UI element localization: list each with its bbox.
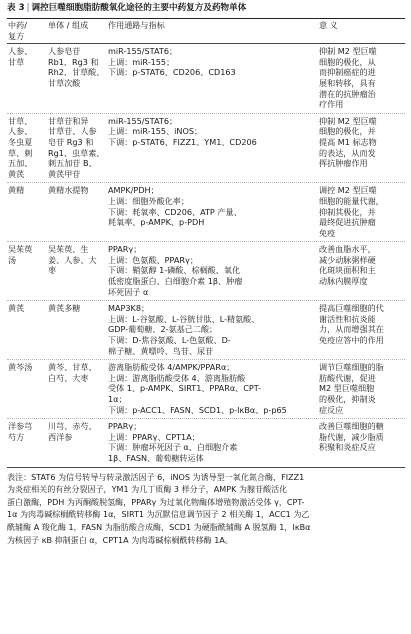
cell-text: 细胞的能量代谢， [319, 195, 384, 206]
cell-text: PPARγ； [108, 421, 142, 432]
note-line: 酰辅酶 A 羧化酶 1，FASN 为脂肪酸合成酶，SCD1 为硬脂酰辅酶 A 脱氢酶 1，IκBα [7, 522, 311, 532]
header-significance [316, 20, 407, 41]
table-cell [316, 116, 407, 180]
table-cell [316, 362, 407, 415]
cell-text: 棉子糖、黄嘌呤、鸟苷、尿苷 [108, 345, 214, 356]
header-line: 中药/ [8, 20, 27, 30]
cell-text: 抑制其极化，并 [319, 206, 376, 217]
cell-text: 人参、 [8, 126, 33, 137]
table-cell [106, 185, 316, 238]
cell-text: 下调：p-ACC1、FASN、SCD1、p-IκBα、p-p65 [108, 404, 287, 415]
cell-text: 人参皂苷 [48, 46, 81, 57]
cell-text: 上调：游离脂肪酸受体 4、游离脂肪酸 [108, 372, 246, 383]
cell-text: GDP-葡萄糖、2-氨基己二酸； [108, 324, 218, 335]
cell-text: 调节巨噬细胞的脂 [319, 362, 384, 373]
table-cell [7, 244, 48, 297]
cell-text: 甘草 [8, 56, 25, 67]
cell-text: 化斑块面积和主 [319, 265, 376, 276]
table-cell [7, 421, 48, 463]
cell-text: 提高巨噬细胞的代 [319, 303, 384, 314]
cell-text: 冬虫夏 [8, 136, 33, 147]
table-cell [48, 116, 106, 180]
cell-text: 低密度脂蛋白、白细胞介素 1β、肿瘤 [108, 276, 243, 287]
table-cell [316, 46, 407, 110]
cell-text: 改善血脂水平， [319, 244, 376, 255]
table-number: 表 3 [7, 3, 25, 13]
cell-text: 上调：细胞外酸化率； [108, 195, 189, 206]
cell-text: 症反应 [319, 404, 344, 415]
cell-text: 改善巨噬细胞的糖 [319, 421, 384, 432]
title-separator: | [26, 3, 30, 13]
cell-text: 下调：D-焦谷氨酸、L-色氨酸、D- [108, 335, 231, 346]
table-caption: 调控巨噬细胞脂肪酸氧化途径的主要中药复方及药物单体 [31, 3, 247, 13]
cell-text: 黄芪多糖 [48, 303, 81, 314]
cell-text: 黄精水提物 [48, 185, 89, 196]
cell-text: miR-155/STAT6； [108, 115, 178, 126]
table-row [7, 419, 405, 466]
cell-text: 白芍、大枣 [48, 372, 89, 383]
cell-text: 的极化，抑制炎 [319, 394, 376, 404]
cell-text: 上调：L-谷氨酸、L-谷胱甘肽、L-精氨酸、 [108, 313, 260, 324]
table-title [7, 2, 405, 15]
cell-text: 姜、人参、大 [48, 254, 97, 265]
cell-text: 川芎、赤芍、 [48, 421, 97, 432]
cell-text: 上调：miR-155； [108, 56, 175, 67]
cell-text: 下调：耗氧率、CD206、ATP 产量、 [108, 206, 242, 217]
cell-text: 五加、 [8, 158, 33, 169]
cell-text: 而抑制癌症的进 [319, 67, 376, 78]
cell-text: 游离脂肪酸受体 4/AMPK/PPARα； [108, 362, 235, 373]
note-line: 表注：STAT6 为信号转导与转录激活因子 6，iNOS 为诱导型一氧化氮合酶，FIZZ1 [7, 472, 305, 482]
table-cell [316, 244, 407, 297]
table-cell [48, 362, 106, 415]
cell-text: 黄精 [8, 185, 25, 196]
cell-text: 脂代谢，减少脂质 [319, 431, 384, 442]
cell-text: 下调：鞘氨醇 1-磷酸、棕榈酸、氧化 [108, 265, 241, 276]
table-bottom-rule [7, 467, 405, 468]
table-row [7, 44, 405, 114]
table-cell [48, 185, 106, 238]
cell-text: 皂苷 Rg3 和 [48, 136, 94, 147]
table-note [7, 472, 405, 548]
table-row [7, 301, 405, 360]
cell-text: 细胞的极化，从 [319, 56, 376, 67]
document-page [7, 2, 405, 547]
cell-text: 黄芪 [8, 303, 25, 314]
header-line: 单体 / 组成 [48, 20, 89, 30]
cell-text: miR-155/STAT6； [108, 46, 178, 57]
header-monomer [48, 20, 106, 41]
cell-text: 动脉内膜厚度 [319, 276, 368, 287]
note-line: 为核因子 κB 抑制蛋白 α，CPT1A 为肉毒碱棕榈酰转移酶 1A。 [7, 535, 233, 545]
cell-text: Rh2、甘草酸、 [48, 67, 105, 78]
cell-text: 疗作用 [319, 99, 344, 110]
note-line: 为炎症相关的有丝分裂因子，YM1 为几丁质酶 3 样分子，AMPK 为腺苷酸活化 [7, 485, 288, 495]
table-cell [48, 303, 106, 356]
table-cell [7, 185, 48, 238]
cell-text: 甘草次酸 [48, 77, 81, 88]
cell-text: 积聚和炎症反应 [319, 442, 376, 453]
header-line: 复方 [8, 30, 25, 41]
cell-text: 上调：PPARγ、CPT1A； [108, 431, 200, 442]
table-row [7, 183, 405, 242]
cell-text: 耗氧率、p-AMPK、p-PDH [108, 217, 205, 228]
cell-text: 抑制 M2 型巨噬 [319, 46, 377, 57]
cell-text: 谢活性和抗炎能 [319, 313, 376, 324]
cell-text: 下调：p-STAT6、FIZZ1、YM1、CD206 [108, 136, 257, 147]
cell-text: 下调：肿瘤坏死因子 α、白细胞介素 [108, 442, 238, 453]
cell-text: 1β、FASN、葡萄糖转运体 [108, 452, 204, 463]
header-pathway [106, 20, 316, 41]
cell-text: 展和转移，具有 [319, 77, 376, 88]
table-cell [316, 421, 407, 463]
cell-text: 吴茱萸、生 [48, 244, 89, 255]
cell-text: 吴茱萸 [8, 244, 33, 255]
table-cell [48, 421, 106, 463]
cell-text: 黄芪 [8, 168, 25, 179]
cell-text: Rb1、Rg3 和 [48, 56, 99, 67]
table-cell [48, 244, 106, 297]
cell-text: 草、刺 [8, 147, 33, 158]
note-line: 蛋白激酶，PDH 为丙酮酸脱氢酶，PPARγ 为过氧化物酶体增殖物激活受体 γ，CPT- [7, 497, 305, 507]
cell-text: 力，从而增强其在 [319, 324, 384, 335]
table-cell [106, 46, 316, 110]
header-herb-formula [7, 20, 48, 41]
table-cell [106, 303, 316, 356]
cell-text: 潜在的抗肿瘤治 [319, 88, 376, 99]
table-row [7, 114, 405, 184]
cell-text: 刺五加苷 B、 [48, 158, 97, 169]
cell-text: 黄芪甲苷 [48, 168, 81, 179]
table-cell [316, 185, 407, 238]
cell-text: 挥抗肿瘤作用 [319, 158, 368, 169]
cell-text: 减少动脉粥样硬 [319, 254, 376, 265]
cell-text: 黄芩、甘草、 [48, 362, 97, 373]
cell-text: 黄芩汤 [8, 362, 33, 373]
note-line: 1α 为肉毒碱棕榈酰转移酶 1α，SIRT1 为沉默信息调节因子 2 相关酶 1，ACC1 为乙 [7, 510, 310, 520]
cell-text: 细胞的极化，并 [319, 126, 376, 137]
table-cell [7, 46, 48, 110]
cell-text: AMPK/PDH； [108, 185, 159, 196]
cell-text: 甘草苷和异 [48, 115, 89, 126]
cell-text: 枣 [48, 265, 57, 276]
table-cell [106, 421, 316, 463]
table-header [7, 19, 405, 43]
cell-text: 芍方 [8, 431, 25, 442]
table-cell [106, 362, 316, 415]
cell-text: 上调：miR-155、iNOS； [108, 126, 203, 137]
cell-text: 免疫 [319, 227, 336, 238]
table-cell [106, 116, 316, 180]
table-cell [7, 303, 48, 356]
cell-text: 肪酸代谢，促进 [319, 372, 376, 383]
cell-text: 抑制 M2 型巨噬 [319, 115, 377, 126]
table-cell [48, 46, 106, 110]
table-row [7, 242, 405, 301]
cell-text: 洋参芎 [8, 421, 33, 432]
cell-text: 最终促进抗肿瘤 [319, 217, 376, 228]
cell-text: 受体 1、p-AMPK、SIRT1、PPARα、CPT- [108, 383, 261, 394]
cell-text: MAP3K8； [108, 303, 150, 314]
cell-text: 1α； [108, 394, 127, 404]
cell-text: 坏死因子 α [108, 286, 149, 297]
cell-text: 人参、 [8, 46, 33, 57]
table-cell [316, 303, 407, 356]
cell-text: 下调：p-STAT6、CD206、CD163 [108, 67, 236, 78]
cell-text: 甘草、 [8, 115, 33, 126]
cell-text: 西洋参 [48, 431, 73, 442]
table-cell [7, 116, 48, 180]
cell-text: PPARγ； [108, 244, 142, 255]
table-cell [7, 362, 48, 415]
cell-text: 调控 M2 型巨噬 [319, 185, 377, 196]
cell-text: 上调：色氨酸、PPARγ； [108, 254, 198, 265]
cell-text: M2 型巨噬细胞 [319, 383, 375, 394]
table-row [7, 360, 405, 419]
header-line: 作用通路与指标 [108, 20, 165, 30]
header-line: 意 义 [319, 20, 338, 30]
table-cell [106, 244, 316, 297]
cell-text: 汤 [8, 254, 17, 265]
table-body [7, 44, 405, 466]
cell-text: 的表达，从而发 [319, 147, 376, 158]
cell-text: 提高 M1 标志物 [319, 136, 377, 147]
cell-text: 甘草苷、人参 [48, 126, 97, 137]
cell-text: 免疫应答中的作用 [319, 335, 384, 346]
cell-text: Rg1、虫草素、 [48, 147, 105, 158]
